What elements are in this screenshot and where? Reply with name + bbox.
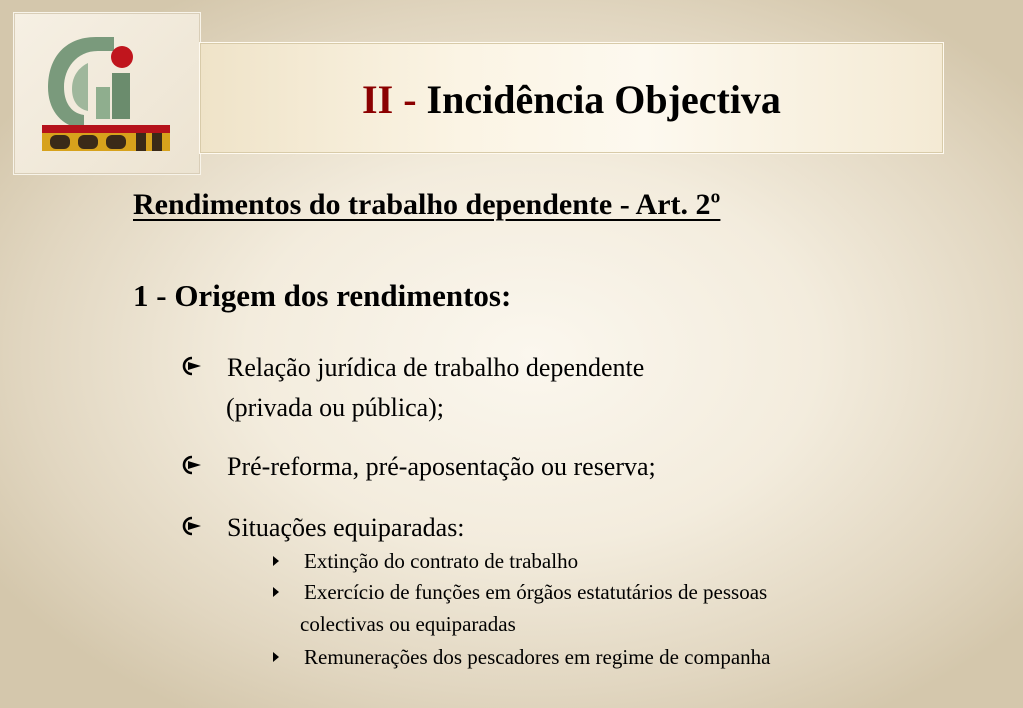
dgci-logo-icon [36,29,181,164]
bullet-text: Relação jurídica de trabalho dependente [227,353,645,382]
sub-item-text: Exercício de funções em órgãos estatutários de pessoas [304,580,768,604]
circle-arrow-icon [181,515,203,537]
title-dash: - [403,77,417,122]
sub-item-text: Remunerações dos pescadores em regime de companha [304,645,771,669]
title-bar [199,42,944,154]
page-title [200,76,943,123]
bullet-text: (privada ou pública); [226,393,445,422]
sub-item-text: Extinção do contrato de trabalho [304,549,579,573]
title-text: Incidência Objectiva [426,77,781,122]
triangle-bullet-icon [273,652,279,662]
bullet-text: Situações equiparadas: [227,513,465,542]
logo-panel [13,12,201,175]
bullet-text: Pré-reforma, pré-aposentação ou reserva; [227,452,656,481]
triangle-bullet-icon [273,556,279,566]
title-numeral: II [362,77,394,122]
sub-item-text: colectivas ou equiparadas [300,612,516,636]
circle-arrow-icon [181,454,203,476]
circle-arrow-icon [181,355,203,377]
subheading: Rendimentos do trabalho dependente - Art. 2º [133,188,721,221]
section-heading: 1 - Origem dos rendimentos: [133,278,512,313]
triangle-bullet-icon [273,587,279,597]
